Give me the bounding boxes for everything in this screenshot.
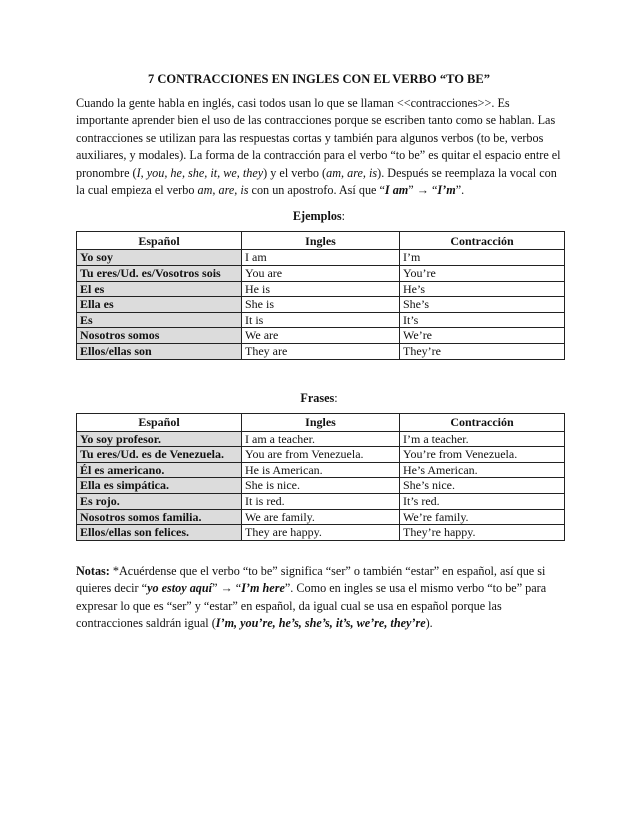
frases-heading xyxy=(76,391,562,406)
intro-example-from: I am xyxy=(384,183,409,198)
cell-espanol: Yo soy xyxy=(77,250,242,266)
cell-contraccion: She’s xyxy=(400,297,565,313)
notes-text: ). xyxy=(425,615,433,630)
cell-ingles: I am xyxy=(242,250,400,266)
intro-example-to: I’m xyxy=(437,183,456,198)
cell-ingles: You are xyxy=(242,266,400,282)
cell-espanol: Yo soy profesor. xyxy=(77,431,242,447)
column-header-espanol: Español xyxy=(77,232,242,250)
cell-ingles: We are family. xyxy=(242,509,400,525)
cell-ingles: They are happy. xyxy=(242,525,400,541)
cell-contraccion: You’re xyxy=(400,266,565,282)
table-row xyxy=(77,344,565,360)
right-arrow-icon: → xyxy=(416,183,429,198)
notes-quote-spanish: yo estoy aquí xyxy=(147,581,213,596)
table-row xyxy=(77,328,565,344)
cell-contraccion: You’re from Venezuela. xyxy=(400,447,565,463)
table-row xyxy=(77,478,565,494)
intro-verbs: am, are, is xyxy=(326,165,378,180)
frases-table xyxy=(76,413,565,541)
cell-espanol: Nosotros somos familia. xyxy=(77,509,242,525)
intro-text: ”. xyxy=(455,183,465,198)
right-arrow-icon: → xyxy=(220,581,233,596)
intro-text: con un apostrofo. Así que “ xyxy=(248,183,385,198)
cell-contraccion: We’re family. xyxy=(400,509,565,525)
table-row xyxy=(77,525,565,541)
table-row xyxy=(77,266,565,282)
cell-espanol: Es xyxy=(77,312,242,328)
cell-contraccion: It’s xyxy=(400,312,565,328)
notes-quote-english: I’m here xyxy=(241,581,285,596)
cell-ingles: I am a teacher. xyxy=(242,431,400,447)
cell-ingles: He is xyxy=(242,281,400,297)
cell-ingles: It is xyxy=(242,312,400,328)
cell-contraccion: It’s red. xyxy=(400,493,565,509)
cell-espanol: Tu eres/Ud. es/Vosotros sois xyxy=(77,266,242,282)
notes-text: ” xyxy=(212,581,221,596)
intro-text: “ xyxy=(428,183,438,198)
intro-text: ). Después se reemplaza la vocal con la cual empieza el verbo xyxy=(76,165,557,198)
notes-text: “ xyxy=(232,581,242,596)
cell-espanol: Ella es simpática. xyxy=(77,478,242,494)
cell-ingles: She is xyxy=(242,297,400,313)
cell-espanol: Ella es xyxy=(77,297,242,313)
table-header-row xyxy=(77,232,565,250)
frases-heading-colon: : xyxy=(334,390,338,405)
column-header-contraccion: Contracción xyxy=(400,232,565,250)
column-header-ingles: Ingles xyxy=(242,413,400,431)
cell-espanol: El es xyxy=(77,281,242,297)
notes-text: ”. Como en ingles se usa el mismo verbo “to be” para expresar lo que es “ser” y “estar” en español, da igual cual se usa en español porque las contracciones saldrán igual ( xyxy=(76,581,547,630)
intro-text: ) y el verbo ( xyxy=(263,165,327,180)
table-row xyxy=(77,447,565,463)
ejemplos-heading xyxy=(76,209,562,224)
ejemplos-table xyxy=(76,231,565,359)
table-row xyxy=(77,493,565,509)
table-row xyxy=(77,281,565,297)
table-row xyxy=(77,297,565,313)
cell-ingles: He is American. xyxy=(242,462,400,478)
cell-ingles: It is red. xyxy=(242,493,400,509)
column-header-espanol: Español xyxy=(77,413,242,431)
table-row xyxy=(77,462,565,478)
table-header-row xyxy=(77,413,565,431)
cell-ingles: You are from Venezuela. xyxy=(242,447,400,463)
table-row xyxy=(77,509,565,525)
frases-heading-text: Frases xyxy=(300,390,335,405)
table-row xyxy=(77,250,565,266)
column-header-contraccion: Contracción xyxy=(400,413,565,431)
cell-espanol: Ellos/ellas son felices. xyxy=(77,525,242,541)
cell-ingles: They are xyxy=(242,344,400,360)
cell-contraccion: We’re xyxy=(400,328,565,344)
notes-contraction-list: I’m, you’re, he’s, she’s, it’s, we’re, they’re xyxy=(215,615,426,630)
intro-verbs: am, are, is xyxy=(197,183,249,198)
cell-ingles: She is nice. xyxy=(242,478,400,494)
notes-text: *Acuérdense que el verbo “to be” significa “ser” o también “estar” en español, así que si quieres decir “ xyxy=(76,563,546,596)
ejemplos-heading-text: Ejemplos xyxy=(292,209,342,224)
document-page xyxy=(76,72,562,632)
cell-contraccion: She’s nice. xyxy=(400,478,565,494)
cell-espanol: Es rojo. xyxy=(77,493,242,509)
cell-espanol: Nosotros somos xyxy=(77,328,242,344)
intro-pronouns: I, you, he, she, it, we, they xyxy=(136,165,264,180)
cell-contraccion: They’re happy. xyxy=(400,525,565,541)
intro-text: ” xyxy=(408,183,417,198)
table-row xyxy=(77,431,565,447)
cell-espanol: Ellos/ellas son xyxy=(77,344,242,360)
notes-label: Notas: xyxy=(76,563,110,578)
cell-ingles: We are xyxy=(242,328,400,344)
column-header-ingles: Ingles xyxy=(242,232,400,250)
cell-contraccion: I’m xyxy=(400,250,565,266)
cell-contraccion: I’m a teacher. xyxy=(400,431,565,447)
page-title: 7 CONTRACCIONES EN INGLES CON EL VERBO “TO BE” xyxy=(148,72,490,86)
ejemplos-heading-colon: : xyxy=(341,209,346,224)
intro-text: Cuando la gente habla en inglés, casi todos usan lo que se llaman <<contracciones>>. Es importante aprender bien el uso de las contracciones porque se escriben tanto como se hablan. Las contracciones se utilizan para las respuestas cortas y también para algunos verbos (to be, verbos auxiliares, y modales). La forma de la contracción para el verbo “to be” es quitar el espacio entre el pronombre ( xyxy=(76,96,561,180)
cell-contraccion: They’re xyxy=(400,344,565,360)
table-row xyxy=(77,312,565,328)
intro-paragraph xyxy=(76,95,562,199)
cell-contraccion: He’s American. xyxy=(400,462,565,478)
cell-contraccion: He’s xyxy=(400,281,565,297)
notes-paragraph xyxy=(76,563,562,633)
cell-espanol: Tu eres/Ud. es de Venezuela. xyxy=(77,447,242,463)
cell-espanol: Él es americano. xyxy=(77,462,242,478)
